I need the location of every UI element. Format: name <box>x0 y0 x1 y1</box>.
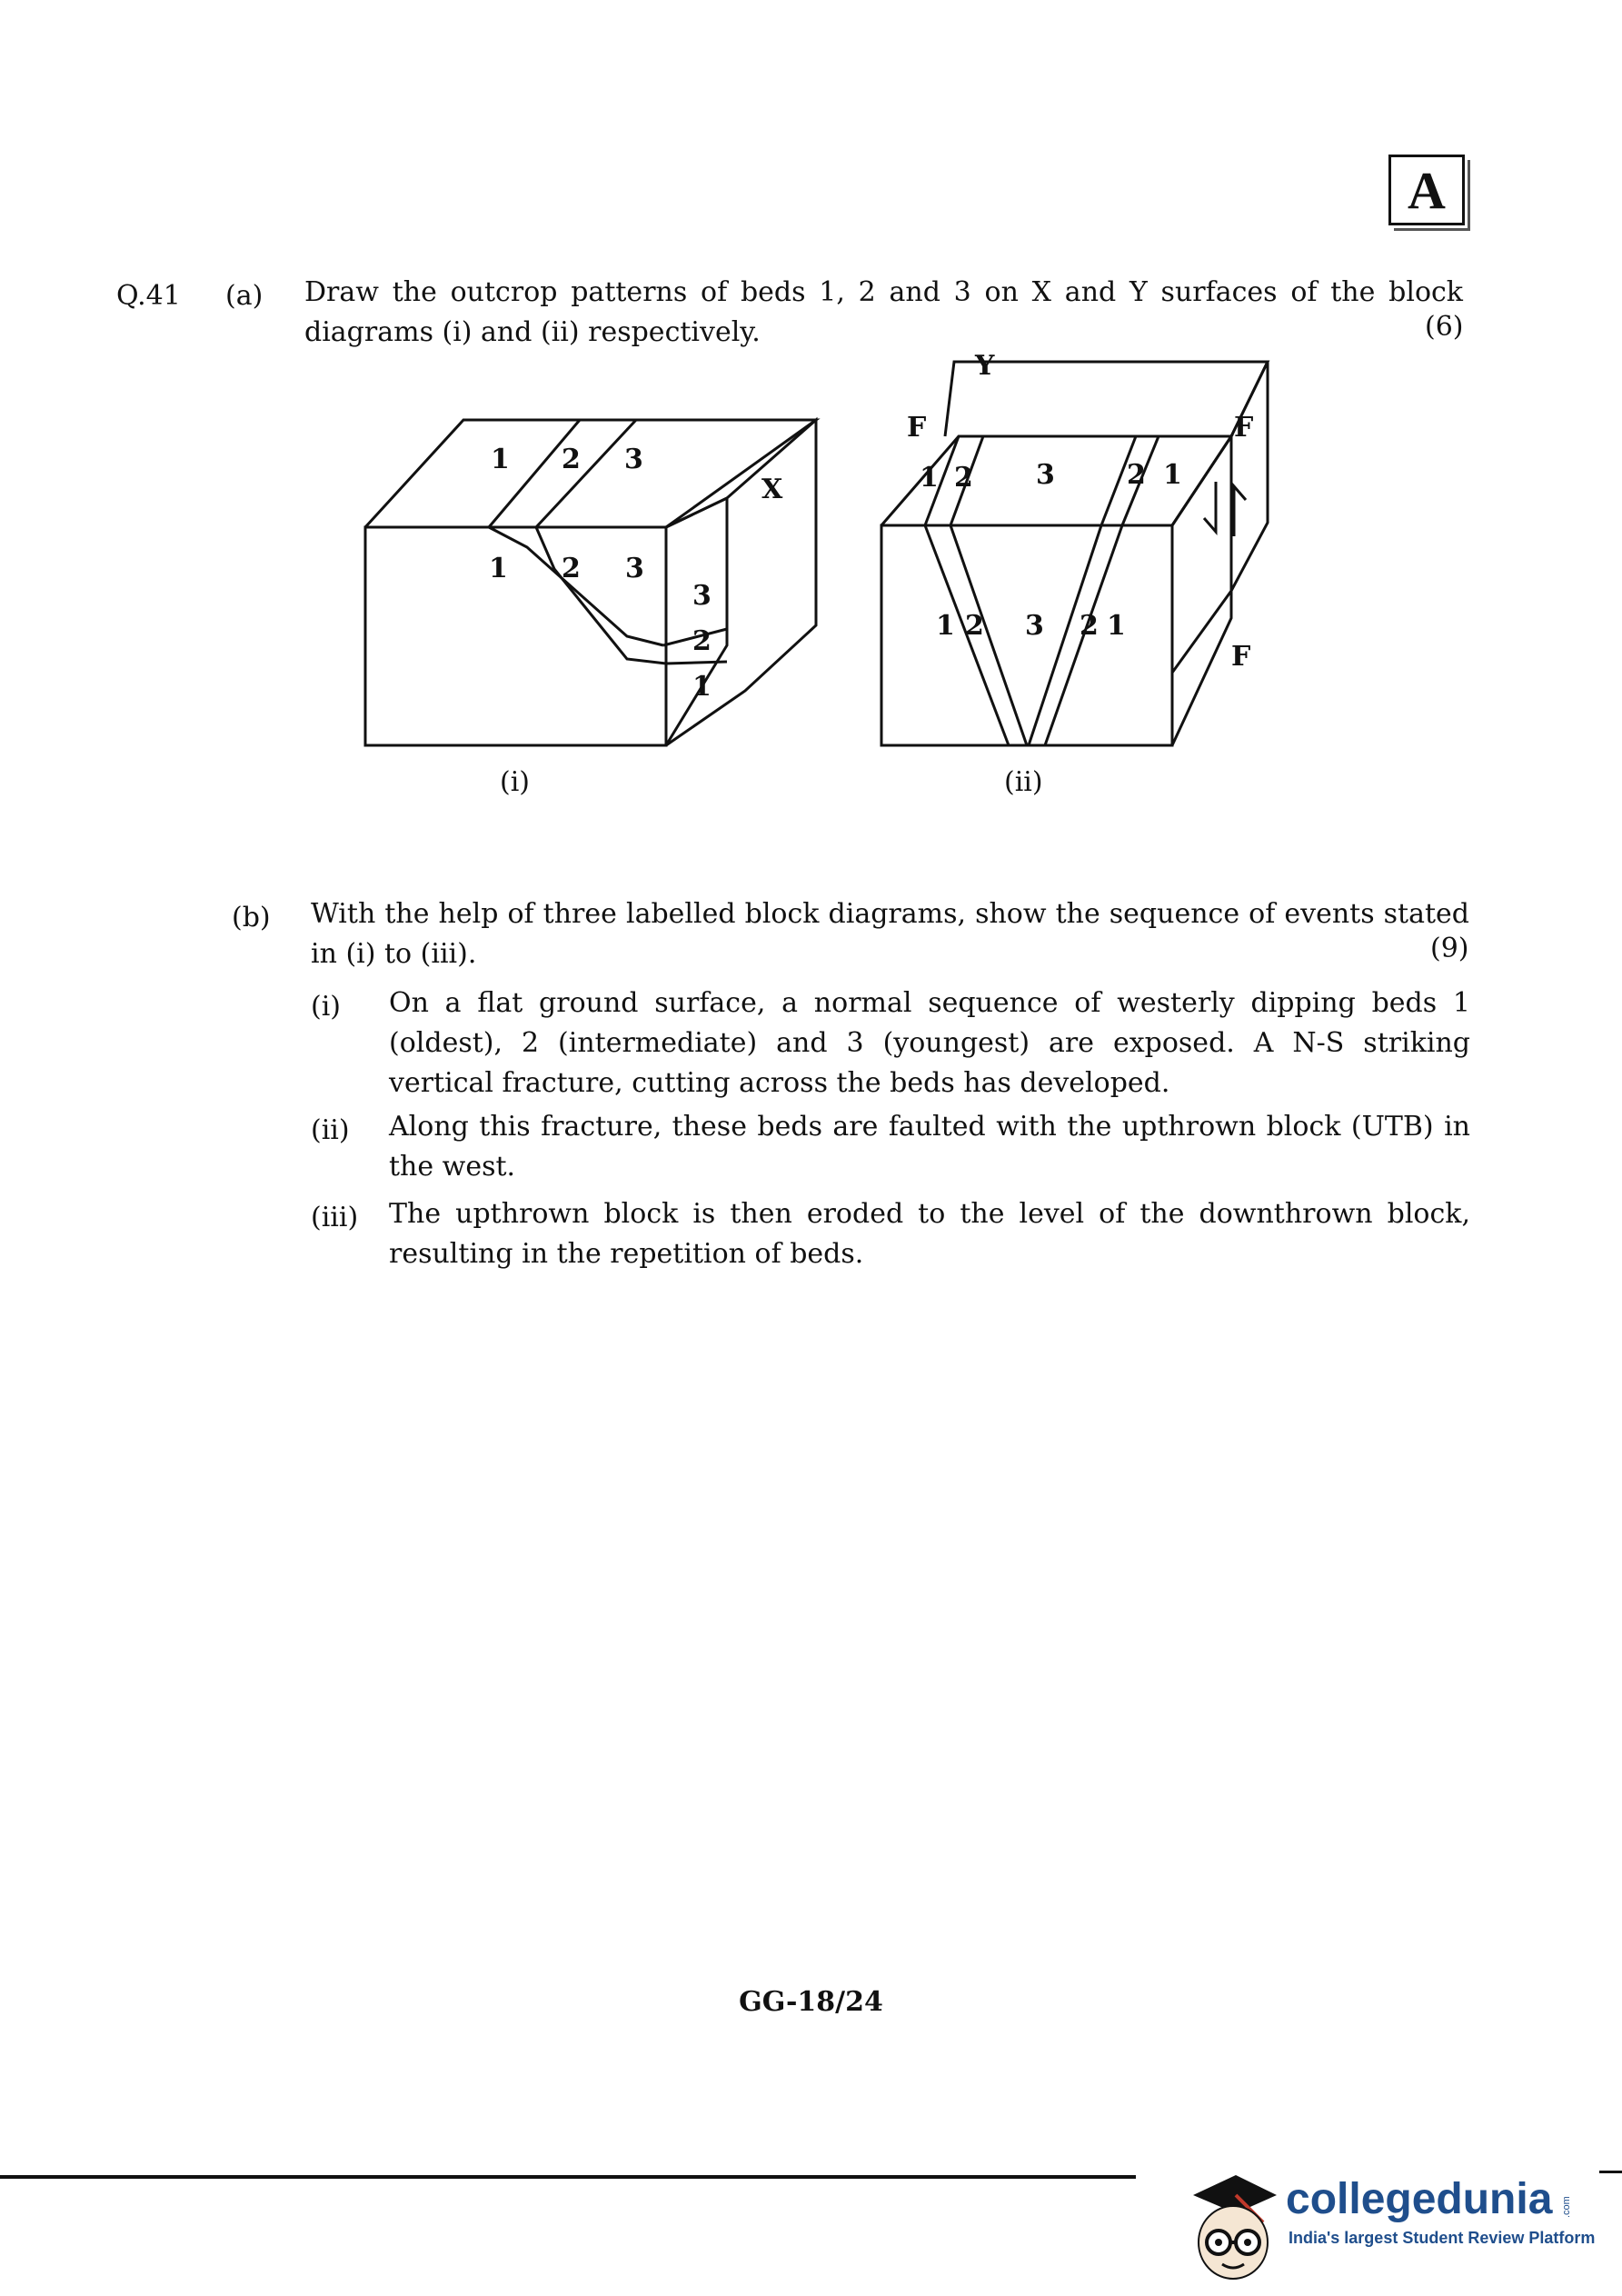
diagram-i-front-contact-1 <box>489 527 663 645</box>
diagram-ii-caption: (ii) <box>1004 766 1043 798</box>
diagram-ii-fault-label-left: F <box>907 412 927 444</box>
diagram-ii-top-bed-2a: 2 <box>954 462 973 494</box>
diagram-ii-front-bed-2b: 2 <box>1080 610 1099 642</box>
diagram-i-x-contact-2 <box>666 662 727 664</box>
diagram-i-caption: (i) <box>500 766 531 798</box>
diagram-i-side-bed-2: 2 <box>692 625 711 657</box>
part-b-item-2-text: Along this fracture, these beds are faulted with the upthrown block (UTB) in the west. <box>389 1111 1470 1183</box>
part-a-text: Draw the outcrop patterns of beds 1, 2 and 3 on X and Y surfaces of the block diagrams (i) and (ii) respectively. <box>304 276 1463 348</box>
part-b-item-1-text: On a flat ground surface, a normal sequence of westerly dipping beds 1 (oldest), 2 (intermediate) and 3 (youngest) are exposed. A N-S striking vertical fracture, cutting across the beds has developed. <box>389 987 1470 1099</box>
brand-domain: .com <box>1561 2196 1572 2218</box>
block-diagrams <box>354 345 1309 800</box>
diagram-i-top-bed-3: 3 <box>624 444 643 475</box>
diagram-i-front-contact-2 <box>536 527 666 664</box>
diagram-i-top-contact-2 <box>536 420 636 527</box>
diagram-ii-top-bed-3: 3 <box>1036 459 1055 491</box>
diagram-i-top-bed-2: 2 <box>562 444 581 475</box>
diagram-ii-fault-label-right: F <box>1234 412 1254 444</box>
diagram-ii-front-bed-2a: 2 <box>965 610 984 642</box>
diagram-ii-front-bed-1b: 1 <box>1107 610 1126 642</box>
part-b-item-1-label: (i) <box>311 991 342 1023</box>
diagram-ii-front-contact-2 <box>950 525 1027 745</box>
diagram-ii-top-bed-1b: 1 <box>1163 459 1182 491</box>
set-label-box: A <box>1388 155 1465 225</box>
diagram-ii-top-bed-2b: 2 <box>1127 459 1146 491</box>
footer-rule <box>0 2175 1136 2179</box>
part-a-marks: (6) <box>1425 311 1464 343</box>
collegedunia-mascot-logo <box>1186 2168 1281 2281</box>
page-code: GG-18/24 <box>739 1986 883 2018</box>
diagram-ii-top-bed-1a: 1 <box>920 462 939 494</box>
part-b-item-3-label: (iii) <box>311 1202 359 1233</box>
diagram-i-front-face <box>365 527 666 745</box>
diagram-ii-surface-y: Y <box>975 350 995 382</box>
diagram-i-side-face <box>666 420 816 745</box>
part-b-label: (b) <box>232 902 271 933</box>
footer-tick <box>1599 2171 1622 2173</box>
diagram-i-front-bed-1: 1 <box>489 553 508 584</box>
diagram-i-side-bed-3: 3 <box>692 580 711 612</box>
part-b-text: With the help of three labelled block diagrams, show the sequence of events stated in (i) to (iii). <box>311 898 1469 970</box>
diagram-ii-front-bed-3: 3 <box>1025 610 1044 642</box>
diagram-i-front-bed-2: 2 <box>562 553 581 584</box>
diagram-i-front-bed-3: 3 <box>625 553 644 584</box>
part-b-item-2-label: (ii) <box>311 1114 350 1146</box>
part-a-label: (a) <box>225 280 264 312</box>
brand-tagline: India's largest Student Review Platform <box>1289 2229 1596 2247</box>
diagram-ii <box>881 362 1268 745</box>
diagram-ii-fault-label-lower: F <box>1231 641 1251 673</box>
brand-name: collegedunia <box>1286 2175 1553 2223</box>
diagram-i-top-face <box>365 420 816 527</box>
diagram-i-top-bed-1: 1 <box>491 444 510 475</box>
diagram-i-side-bed-1: 1 <box>692 671 711 703</box>
diagram-i <box>365 420 816 745</box>
fault-movement-arrows-icon <box>1204 482 1246 536</box>
question-number: Q.41 <box>116 280 181 312</box>
diagram-ii-front-bed-1a: 1 <box>936 610 955 642</box>
part-b-item-3-text: The upthrown block is then eroded to the level of the downthrown block, resulting in the repetition of beds. <box>389 1198 1470 1270</box>
diagram-i-surface-x: X <box>761 474 783 505</box>
part-b-marks: (9) <box>1430 933 1469 964</box>
